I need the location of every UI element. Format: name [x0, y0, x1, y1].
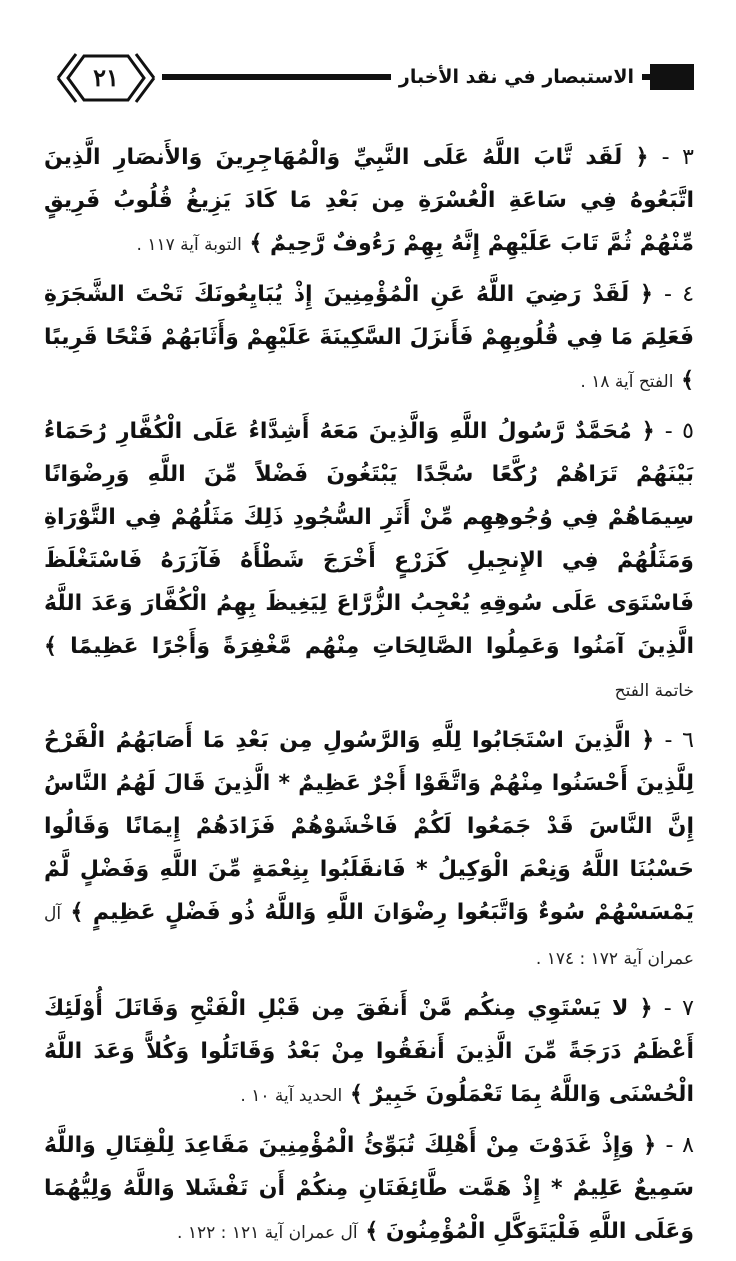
verse-reference: الحديد آية ١٠ . — [240, 1086, 343, 1106]
verse-text: ﴿ مُحَمَّدٌ رَّسُولُ اللَّهِ وَالَّذِينَ مَعَهُ أَشِدَّاءُ عَلَى الْكُفَّارِ رُحَمَاءُ بَيْنَهُمْ تَرَاهُمْ رُكَّعًا سُجَّدًا يَبْتَغُونَ فَضْلاً مِّنَ اللَّهِ وَرِضْوَانًا سِيمَاهُمْ فِي وُجُوهِهِم مِّنْ أَثَرِ السُّجُودِ ذَلِكَ مَثَلُهُمْ فِي التَّوْرَاةِ وَمَثَلُهُمْ فِي الإِنجِيلِ كَزَرْعٍ أَخْرَجَ شَطْأَهُ فَآزَرَهُ فَاسْتَغْلَظَ فَاسْتَوَى عَلَى سُوقِهِ يُعْجِبُ الزُّرَّاعَ لِيَغِيظَ بِهِمُ الْكُفَّارَ وَعَدَ اللَّهُ الَّذِينَ آمَنُوا وَعَمِلُوا الصَّالِحَاتِ مِنْهُم مَّغْفِرَةً وَأَجْرًا عَظِيمًا ﴾ — [44, 419, 694, 659]
verse-reference: آل عمران آية ١٧٢ : ١٧٤ . — [44, 904, 694, 969]
running-title: الاستبصار في نقد الأخبار — [391, 62, 642, 92]
verse-number: ٧ - — [663, 996, 694, 1021]
verse-number: ٦ - — [664, 728, 694, 753]
verse-item — [44, 410, 694, 713]
verse-text: ﴿ الَّذِينَ اسْتَجَابُوا لِلَّهِ وَالرَّسُولِ مِن بَعْدِ مَا أَصَابَهُمُ الْقَرْحُ لِلَّذِينَ أَحْسَنُوا مِنْهُمْ وَاتَّقَوْا أَجْرٌ عَظِيمٌ * الَّذِينَ قَالَ لَهُمُ النَّاسُ إِنَّ النَّاسَ قَدْ جَمَعُوا لَكُمْ فَاخْشَوْهُمْ فَزَادَهُمْ إِيمَانًا وَقَالُوا حَسْبُنَا اللَّهُ وَنِعْمَ الْوَكِيلُ * فَانقَلَبُوا بِنِعْمَةٍ مِّنَ اللَّهِ وَفَضْلٍ لَّمْ يَمْسَسْهُمْ سُوءٌ وَاتَّبَعُوا رِضْوَانَ اللَّهِ وَاللَّهُ ذُو فَضْلٍ عَظِيمٍ ﴾ — [44, 728, 694, 925]
verse-text: ﴿ لا يَسْتَوِي مِنكُم مَّنْ أَنفَقَ مِن قَبْلِ الْفَتْحِ وَقَاتَلَ أُوْلَئِكَ أَعْظَمُ دَرَجَةً مِّنَ الَّذِينَ أَنفَقُوا مِنْ بَعْدُ وَقَاتَلُوا وَكُلاًّ وَعَدَ اللَّهُ الْحُسْنَى وَاللَّهُ بِمَا تَعْمَلُونَ خَبِيرٌ ﴾ — [44, 996, 694, 1107]
page-number: ٢١ — [93, 63, 119, 92]
verse-number: ٣ - — [661, 145, 694, 170]
header-block — [650, 64, 694, 90]
verse-number: ٤ - — [663, 282, 695, 307]
verse-number: ٥ - — [664, 419, 694, 444]
verse-reference: الفتح آية ١٨ . — [580, 372, 674, 392]
verse-text: ﴿ لَقَد تَّابَ اللَّهُ عَلَى النَّبِيِّ وَالْمُهَاجِرِينَ وَالأَنصَارِ الَّذِينَ اتَّبَعُوهُ فِي سَاعَةِ الْعُسْرَةِ مِن بَعْدِ مَا كَادَ يَزِيغُ قُلُوبُ فَرِيقٍ مِّنْهُمْ ثُمَّ تَابَ عَلَيْهِمْ إِنَّهُ بِهِمْ رَءُوفٌ رَّحِيمٌ ﴾ — [44, 145, 694, 256]
page-number-badge — [54, 52, 158, 104]
verse-reference: التوبة آية ١١٧ . — [136, 235, 242, 255]
verse-reference: خاتمة الفتح — [614, 681, 694, 701]
verse-number: ٨ - — [665, 1133, 694, 1158]
verse-item — [44, 1124, 694, 1255]
verse-text: ﴿ وَإِذْ غَدَوْتَ مِنْ أَهْلِكَ تُبَوِّئُ الْمُؤْمِنِينَ مَقَاعِدَ لِلْقِتَالِ وَاللَّهُ سَمِيعٌ عَلِيمٌ * إِذْ هَمَّت طَّائِفَتَانِ مِنكُمْ أَن تَفْشَلا وَاللَّهُ وَلِيُّهُمَا وَعَلَى اللَّهِ فَلْيَتَوَكَّلِ الْمُؤْمِنُونَ ﴾ — [44, 1133, 694, 1244]
verse-item — [44, 719, 694, 981]
page-body — [44, 136, 694, 1261]
verse-item — [44, 273, 694, 404]
page-header — [42, 52, 694, 104]
verse-item — [44, 987, 694, 1118]
verse-text: ﴿ لَقَدْ رَضِيَ اللَّهُ عَنِ الْمُؤْمِنِينَ إِذْ يُبَايِعُونَكَ تَحْتَ الشَّجَرَةِ فَعَلِمَ مَا فِي قُلُوبِهِمْ فَأَنزَلَ السَّكِينَةَ عَلَيْهِمْ وَأَثَابَهُمْ فَتْحًا قَرِيبًا ﴾ — [44, 282, 694, 393]
verse-reference: آل عمران آية ١٢١ : ١٢٢ . — [177, 1223, 358, 1243]
verse-item — [44, 136, 694, 267]
